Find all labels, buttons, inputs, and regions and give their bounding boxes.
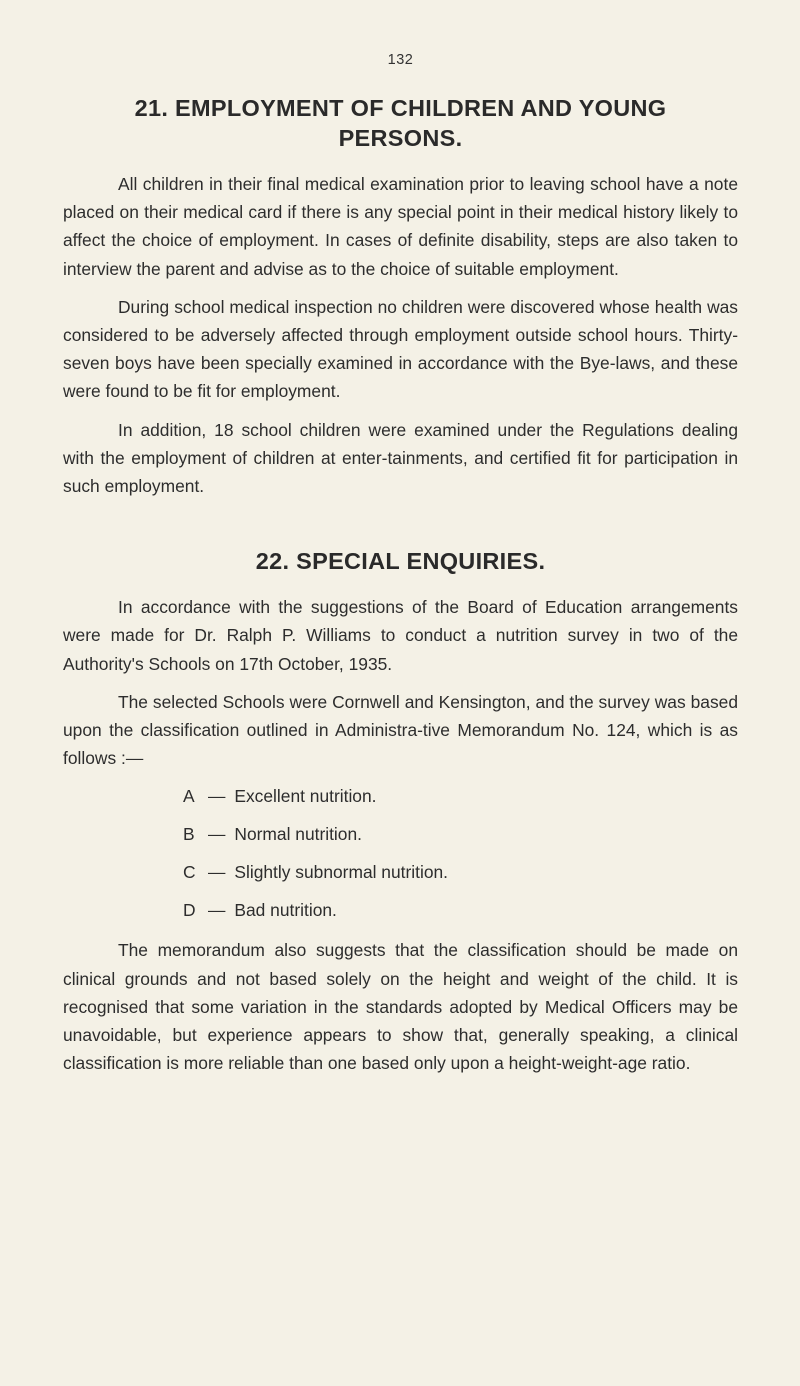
section-22-paragraph-1: In accordance with the suggestions of the Board of Education arrangements were made for Dr. Ralph P. Williams to conduct a nutrition survey in two of the Authority's Schools on 17th October, 1935.	[63, 597, 738, 674]
classification-item-b	[63, 820, 738, 848]
classification-item-a	[63, 782, 738, 810]
nutrition-classification-list	[63, 782, 738, 924]
classification-description: Excellent nutrition.	[234, 786, 377, 807]
section-21-heading: 21. EMPLOYMENT OF CHILDREN AND YOUNG PERSONS.	[134, 95, 667, 151]
classification-grade: B	[183, 824, 195, 845]
classification-item-c	[63, 858, 738, 886]
classification-description: Bad nutrition.	[234, 900, 337, 921]
classification-grade: A	[183, 786, 195, 807]
section-21-paragraph-1: All children in their final medical examination prior to leaving school have a note placed on their medical card if there is any special point in their medical history likely to affect the choice of employment. In cases of definite disability, steps are also taken to interview the parent and advise as to the choice of suitable employment.	[63, 174, 738, 279]
section-22-closing-paragraph: The memorandum also suggests that the classification should be made on clinical grounds and not based solely on the height and weight of the child. It is recognised that some variation in the standards adopted by Medical Officers may be unavoidable, but experience appears to show that, generally speaking, a clinical classification is more reliable than one based only upon a height-weight-age ratio.	[63, 940, 738, 1074]
classification-description: Normal nutrition.	[234, 824, 362, 845]
section-21-paragraph-3: In addition, 18 school children were examined under the Regulations dealing with the employment of children at enter-tainments, and certified fit for participation in such employment.	[63, 419, 738, 497]
classification-grade: C	[183, 862, 196, 883]
page-number: 132	[387, 52, 414, 68]
section-22-heading: 22. SPECIAL ENQUIRIES.	[255, 548, 546, 575]
classification-dash: —	[208, 862, 226, 883]
section-22-paragraph-2: The selected Schools were Cornwell and Kensington, and the survey was based upon the classification outlined in Administra-tive Memorandum No. 124, which is as follows :—	[63, 691, 738, 769]
classification-dash: —	[208, 786, 226, 807]
classification-dash: —	[208, 900, 226, 921]
section-21-paragraph-2: During school medical inspection no children were discovered whose health was considered to be adversely affected through employment outside school hours. Thirty-seven boys have been specially examined in accordance with the Bye-laws, and these were found to be fit for employment.	[63, 296, 738, 402]
classification-item-d	[63, 896, 738, 924]
classification-dash: —	[208, 824, 226, 845]
classification-description: Slightly subnormal nutrition.	[234, 862, 449, 883]
classification-grade: D	[183, 900, 196, 921]
